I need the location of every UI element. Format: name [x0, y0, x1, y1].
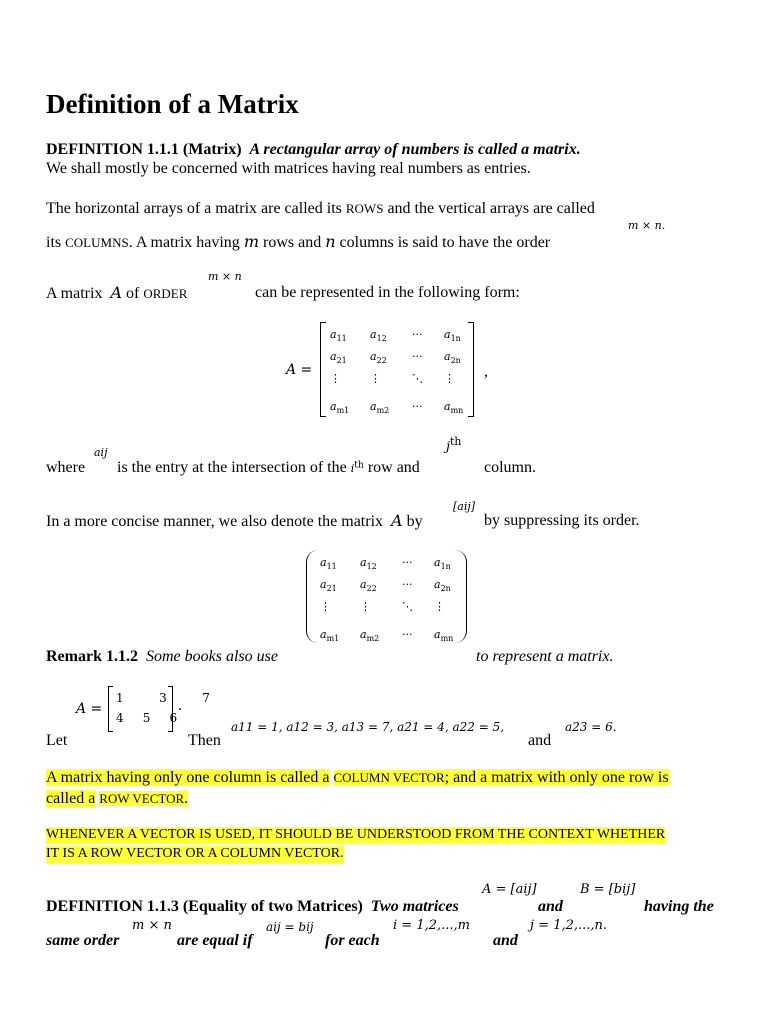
matrix-cell: $a_{12}$ [370, 328, 387, 344]
mxn-superscript: m × n [132, 918, 172, 933]
and-word-2: and [493, 932, 518, 949]
matrix-cell: ··· [402, 628, 413, 641]
for-each: for each [325, 932, 380, 949]
vector-line1: A matrix having only one column is called a COLUMN VECTOR; and a matrix with only one row is [46, 769, 669, 786]
matrix-cell: $a_{1n}$ [444, 328, 461, 344]
matrix-form-tail: can be represented in the following form: [255, 284, 520, 301]
and-word: and [528, 732, 552, 749]
columns-term: COLUMNS [65, 235, 129, 250]
matrix-cell: $a_{2n}$ [444, 350, 461, 366]
matrix-cell: ⋮ [434, 600, 445, 613]
page-title: Definition of a Matrix [46, 89, 299, 119]
matrix-cell: ⋮ [444, 372, 455, 385]
matrix1-left-bracket [320, 322, 326, 417]
concise-line: In a more concise manner, we also denote the matrix A by [46, 511, 423, 530]
matrix-cell: $a_{22}$ [360, 578, 377, 594]
are-equal-if: are equal if [177, 932, 253, 949]
remark-1-1-2: Remark 1.1.2 Some books also use [46, 648, 278, 665]
A-var: A [110, 283, 122, 302]
matrix-cell: ⋱ [412, 372, 423, 385]
whenever-line1: WHENEVER A VECTOR IS USED, IT SHOULD BE UNDERSTOOD FROM THE CONTEXT WHETHER [46, 827, 666, 842]
matrix-cell: ⋮ [330, 372, 341, 385]
and-word-1: and [538, 898, 563, 915]
where-line: is the entry at the intersection of the $i^{th}$ row and [117, 459, 420, 476]
definition-line2: We shall mostly be concerned with matrices having real numbers as entries. [46, 160, 531, 177]
matrix-cell: $a_{m2}$ [370, 400, 390, 416]
matrix-cell: ··· [412, 328, 423, 341]
definition-1-1-1 [46, 140, 581, 159]
matrix-cell: $a_{12}$ [360, 556, 377, 572]
order-term: ORDER [143, 286, 188, 301]
order-superscript: m × n [208, 270, 242, 283]
matrix2-right-paren [454, 550, 467, 643]
matrix-cell: $a_{mn}$ [434, 628, 454, 644]
matrix-cell: $a_{11}$ [330, 328, 347, 344]
matrix-form-sentence: A matrix A of ORDER [46, 283, 188, 302]
example-row2: 4 5 6 [116, 711, 178, 725]
whenever-line2: IT IS A ROW VECTOR OR A COLUMN VECTOR. [46, 846, 344, 861]
definition-label-2: DEFINITION 1.1.3 (Equality of two Matrices) [46, 898, 363, 915]
matrix-cell: $a_{21}$ [320, 578, 337, 594]
matrix-cell: $a_{22}$ [370, 350, 387, 366]
column-vector-term: COLUMN VECTOR [333, 770, 445, 785]
rows-cols-line2: its COLUMNS. A matrix having m rows and n columns is said to have the order [46, 232, 551, 251]
matrix-cell: ⋱ [402, 600, 413, 613]
vector-line2: called a ROW VECTOR. [46, 790, 189, 807]
same-order: same order [46, 932, 120, 949]
aij-superscript: aij [94, 446, 108, 459]
concise-tail: by suppressing its order. [484, 512, 640, 529]
matrix-cell: $a_{mn}$ [444, 400, 464, 416]
row-vector-term: ROW VECTOR [99, 791, 185, 806]
A-equals-aij: A = [aij] [482, 882, 537, 897]
n-var: n [325, 232, 336, 251]
m-var: m [243, 232, 259, 251]
column-word: column. [484, 459, 536, 476]
B-equals-bij: B = [bij] [580, 882, 636, 897]
matrix-cell: $a_{m2}$ [360, 628, 380, 644]
example-dot: . [178, 697, 182, 714]
matrix1-right-bracket [468, 322, 474, 417]
definition-1-1-3: DEFINITION 1.1.3 (Equality of two Matrices) Two matrices [46, 898, 459, 915]
matrix-cell: $a_{21}$ [330, 350, 347, 366]
matrix-cell: ··· [412, 350, 423, 363]
i-range: i = 1,2,...,m [393, 918, 470, 933]
matrix-cell: ⋮ [360, 600, 371, 613]
where-word: where [46, 459, 86, 476]
example-last: a23 = 6. [565, 720, 617, 734]
j-range: j = 1,2,...,n. [530, 918, 608, 933]
jth-superscript: $j^{th}$ [446, 435, 462, 455]
matrix-cell: ··· [402, 556, 413, 569]
remark-tail: to represent a matrix. [476, 648, 614, 665]
having-the: having the [644, 898, 714, 915]
matrix1-lhs: A = [286, 362, 313, 378]
aij-bracket: [aij] [453, 500, 476, 513]
let-word: Let [46, 732, 68, 749]
definition-text: A rectangular array of numbers is called a matrix. [249, 141, 581, 158]
matrix-cell: $a_{m1}$ [330, 400, 350, 416]
matrix-cell: ⋮ [370, 372, 381, 385]
matrix-cell: ⋮ [320, 600, 331, 613]
example-lhs: A = [76, 701, 103, 717]
aij-equals-bij: aij = bij [266, 920, 314, 934]
matrix-cell: $a_{1n}$ [434, 556, 451, 572]
matrix-cell: $a_{2n}$ [434, 578, 451, 594]
example-entries: a11 = 1, a12 = 3, a13 = 7, a21 = 4, a22 = 5, [231, 720, 505, 734]
matrix2-left-paren [306, 550, 319, 643]
example-row1: 1 3 7 [116, 691, 210, 705]
matrix-cell: $a_{m1}$ [320, 628, 340, 644]
rows-cols-line1: The horizontal arrays of a matrix are called its ROWS and the vertical arrays are called [46, 200, 595, 217]
example-left-bracket [108, 686, 113, 732]
definition-label: DEFINITION 1.1.1 (Matrix) [46, 141, 242, 158]
matrix1-comma: , [484, 363, 488, 380]
matrix-cell: $a_{11}$ [320, 556, 337, 572]
matrix-cell: ··· [402, 578, 413, 591]
remark-label: Remark 1.1.2 [46, 648, 138, 665]
matrix-cell: ··· [412, 400, 423, 413]
order-mxn: m × n. [628, 219, 666, 232]
rows-term: ROWS [345, 201, 384, 216]
then-word: Then [188, 732, 221, 749]
